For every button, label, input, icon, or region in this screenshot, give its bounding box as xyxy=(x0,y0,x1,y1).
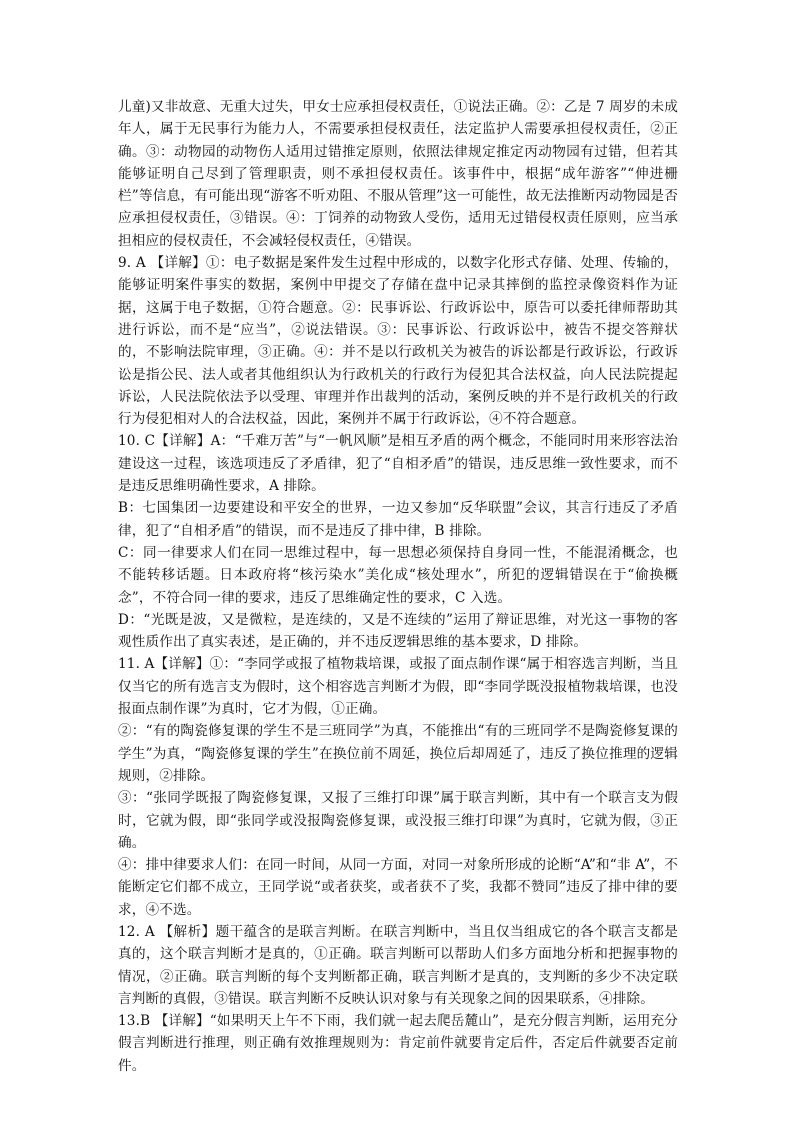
paragraph-question-12: 12. A 【解析】题干蕴含的是联言判断。在联言判断中，当且仅当组成它的各个联言支都是真的，这个联言判断才是真的，①正确。联言判断可以帮助人们多方面地分析和把握事物的情况，②正确。联言判断的每个支判断都正确，联言判断才是真的，支判断的多少不决定联言判断的真假，③错误。联言判断不反映认识对象与有关现象之间的因果联系，④排除。 xyxy=(118,923,678,1007)
paragraph-question-10-a: 10. C【详解】A：“千难万苦”与“一帆风顺”是相互矛盾的两个概念，不能同时用来形容法治建设这一过程，该选项违反了矛盾律，犯了“自相矛盾”的错误，违反思维一致性要求，而不是违反思维明确性要求，A 排除。 xyxy=(118,433,678,495)
paragraph-question-10-d: D：“光既是波，又是微粒，是连续的，又是不连续的”运用了辩证思维，对光这一事物的客观性质作出了真实表述，是正确的，并不违反逻辑思维的基本要求，D 排除。 xyxy=(118,611,678,651)
paragraph-tort-liability: 儿童)又非故意、无重大过失，甲女士应承担侵权责任，①说法正确。②：乙是 7 周岁的未成年人，属于无民事行为能力人，不需要承担侵权责任，法定监护人需要承担侵权责任，②正确。③：动物园的动物伤人适用过错推定原则，依照法律规定推定丙动物园有过错，但若其能够证明自己尽到了管理职责，则不承担侵权责任。该事件中，根据“成年游客”“伸进栅栏”等信息，有可能出现“游客不听劝阻、不服从管理”这一可能性，故无法推断丙动物园是否应承担侵权责任，③错误。④：丁饲养的动物致人受伤，适用无过错侵权责任原则，应当承担相应的侵权责任，不会减轻侵权责任，④错误。 xyxy=(118,99,678,249)
paragraph-question-11-4: ④：排中律要求人们：在同一时间，从同一方面，对同一对象所形成的论断“A”和“非 A”，不能断定它们都不成立，王同学说“或者获奖，或者获不了奖，我都不赞同”违反了排中律的要求，④不选。 xyxy=(118,857,678,918)
paragraph-question-11-3: ③：“张同学既报了陶瓷修复课，又报了三维打印课”属于联言判断，其中有一个联言支为假时，它就为假，即“张同学或没报陶瓷修复课，或没报三维打印课”为真时，它就为假，③正确。 xyxy=(118,790,678,851)
paragraph-question-11-1: 11. A【详解】①：“李同学或报了植物栽培课，或报了面点制作课“属于相容选言判断，当且仅当它的所有选言支为假时，这个相容选言判断才为假，即“李同学既没报植物栽培课，也没报面点制作课”为真时，它才为假，①正确。 xyxy=(118,656,678,718)
paragraph-question-10-c: C：同一律要求人们在同一思维过程中，每一思想必须保持自身同一性，不能混淆概念，也不能转移话题。日本政府将“核污染水”美化成“核处理水”，所犯的逻辑错误在于“偷换概念”，不符合同一律的要求，违反了思维确定性的要求，C 入选。 xyxy=(118,544,678,606)
answer-explanation-text xyxy=(118,96,678,1077)
paragraph-question-13: 13.B 【详解】“如果明天上午不下雨，我们就一起去爬岳麓山”，是充分假言判断，运用充分假言判断进行推理，则正确有效推理规则为：肯定前件就要肯定后件，否定后件就要否定前件。 xyxy=(118,1013,678,1074)
paragraph-question-10-b: B：七国集团一边要建设和平安全的世界，一边又参加“反华联盟”会议，其言行违反了矛盾律，犯了“自相矛盾”的错误，而不是违反了排中律，B 排除。 xyxy=(118,500,678,539)
paragraph-question-11-2: ②：“有的陶瓷修复课的学生不是三班同学”为真，不能推出“有的三班同学不是陶瓷修复课的学生”为真，“陶瓷修复课的学生”在换位前不周延，换位后却周延了，违反了换位推理的逻辑规则，②排除。 xyxy=(118,723,678,784)
paragraph-question-9: 9. A 【详解】①：电子数据是案件发生过程中形成的，以数字化形式存储、处理、传输的，能够证明案件事实的数据，案例中甲提交了存储在盘中记录其摔倒的监控录像资料作为证据，这属于电子数据，①符合题意。②：民事诉讼、行政诉讼中，原告可以委托律师帮助其进行诉讼，而不是“应当”，②说法错误。③：民事诉讼、行政诉讼中，被告不提交答辩状的，不影响法院审理，③正确。④：并不是以行政机关为被告的诉讼都是行政诉讼，行政诉讼是指公民、法人或者其他组织认为行政机关的行政行为侵犯其合法权益，向人民法院提起诉讼，人民法院依法予以受理、审理并作出裁判的活动，案例反映的并不是行政机关的行政行为侵犯相对人的合法权益，因此，案例并不属于行政诉讼，④不符合题意。 xyxy=(118,255,678,428)
